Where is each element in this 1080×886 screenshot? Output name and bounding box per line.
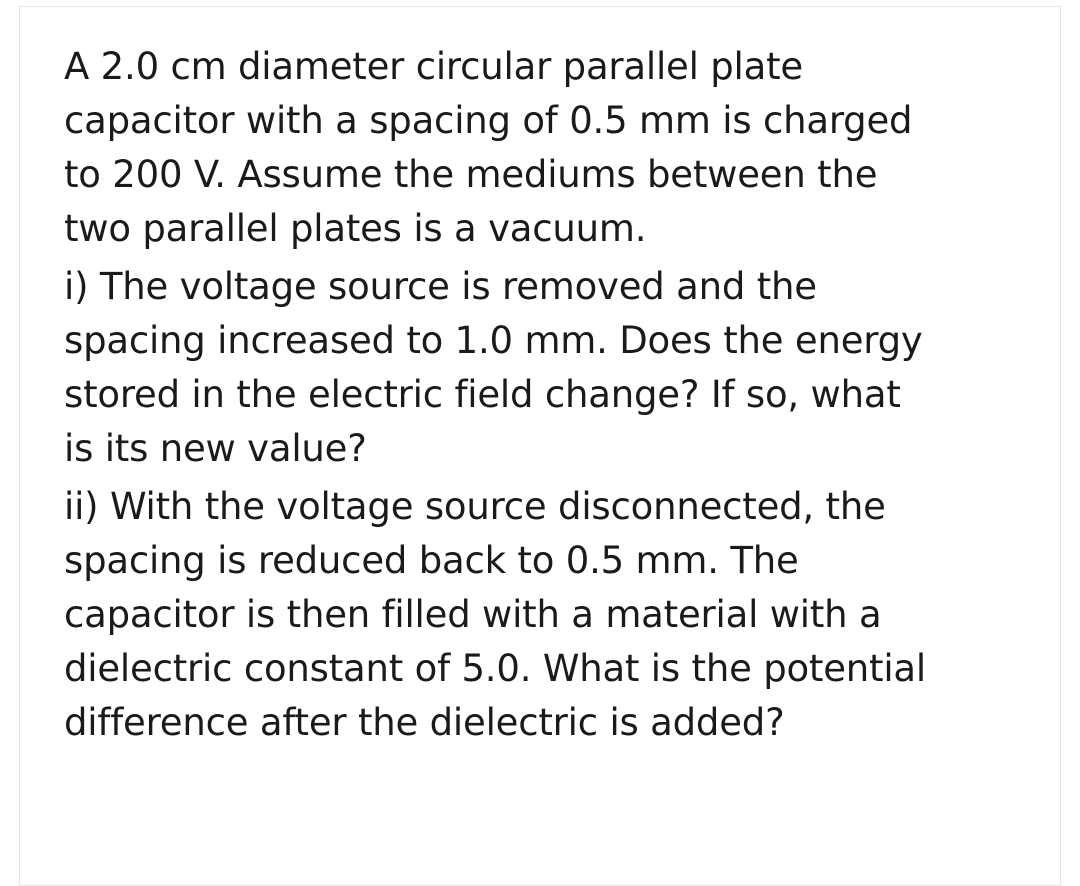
text-line: difference after the dielectric is added? [64,701,785,744]
part-ii [64,480,1024,750]
text-line: capacitor is then filled with a material with a [64,593,882,636]
text-line: capacitor with a spacing of 0.5 mm is charged [64,99,913,142]
part-i [64,260,1024,476]
text-line: is its new value? [64,427,367,470]
text-line: dielectric constant of 5.0. What is the potential [64,647,926,690]
text-line: ii) With the voltage source disconnected, the [64,485,886,528]
question-text [64,40,1024,750]
text-line: to 200 V. Assume the mediums between the [64,153,878,196]
problem-statement [64,40,1024,256]
text-line: A 2.0 cm diameter circular parallel plate [64,45,803,88]
text-line: two parallel plates is a vacuum. [64,207,647,250]
text-line: spacing increased to 1.0 mm. Does the energy [64,319,923,362]
text-line: i) The voltage source is removed and the [64,265,817,308]
text-line: stored in the electric field change? If so, what [64,373,901,416]
text-line: spacing is reduced back to 0.5 mm. The [64,539,799,582]
